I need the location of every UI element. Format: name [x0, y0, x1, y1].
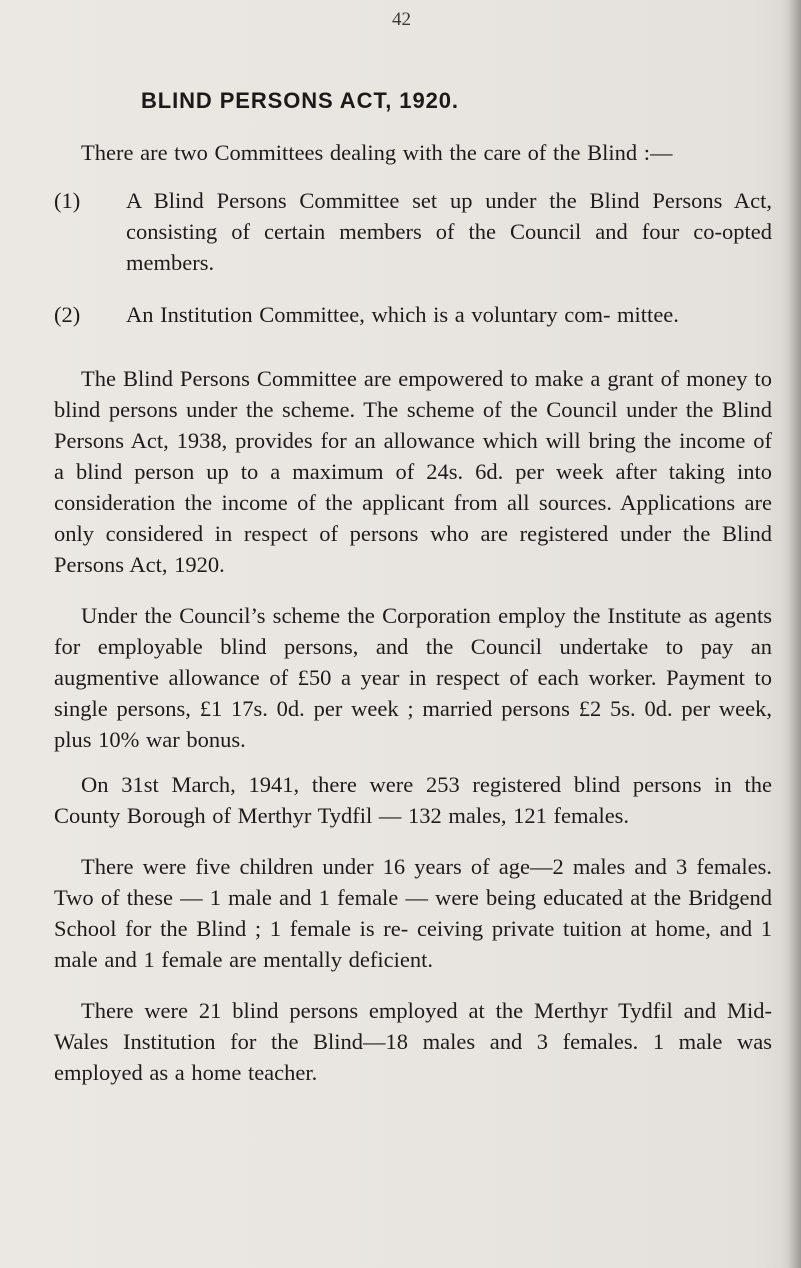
intro-paragraph: There are two Committees dealing with the care of the Blind :—: [81, 140, 673, 165]
body-paragraph: On 31st March, 1941, there were 253 registered blind persons in the County Borough of Merthyr Tydfil — 132 males, 121 females.: [54, 772, 772, 828]
body-paragraph: The Blind Persons Committee are empowered to make a grant of money to blind persons under the scheme. The scheme of the Council under the Blind Persons Act, 1938, provides for an allowance which will bring the income of a blind person up to a maximum of 24s. 6d. per week after taking into consideration the income of the applicant from all sources. Applications are only considered in respect of persons who are registered under the Blind Persons Act, 1920.: [54, 366, 772, 577]
document-body: [54, 137, 772, 1088]
page-number: 42: [392, 9, 411, 30]
section-heading: BLIND PERSONS ACT, 1920.: [141, 88, 459, 113]
body-paragraph: There were 21 blind persons employed at the Merthyr Tydfil and Mid-Wales Institution for the Blind—18 males and 3 females. 1 male was employed as a home teacher.: [54, 998, 772, 1085]
list-item-number: (1): [54, 188, 81, 213]
committee-list: [54, 185, 772, 330]
page-edge-shadow: [781, 0, 801, 1268]
list-item: [54, 299, 772, 330]
list-item-text: An Institution Committee, which is a voluntary com- mittee.: [126, 302, 679, 327]
list-item-text: A Blind Persons Committee set up under the Blind Persons Act, consisting of certain members of the Council and four co-opted members.: [126, 188, 772, 275]
list-item-number: (2): [54, 302, 81, 327]
body-paragraph: There were five children under 16 years of age—2 males and 3 females. Two of these — 1 male and 1 female — were being educated at the Bridgend School for the Blind ; 1 female is re- ceiving private tuition at home, and 1 male and 1 female are mentally deficient.: [54, 854, 772, 972]
list-item: [54, 185, 772, 278]
body-paragraph: Under the Council’s scheme the Corporation employ the Institute as agents for employable blind persons, and the Council undertake to pay an augmentive allowance of £50 a year in respect of each worker. Payment to single persons, £1 17s. 0d. per week ; married persons £2 5s. 0d. per week, plus 10% war bonus.: [54, 603, 772, 752]
